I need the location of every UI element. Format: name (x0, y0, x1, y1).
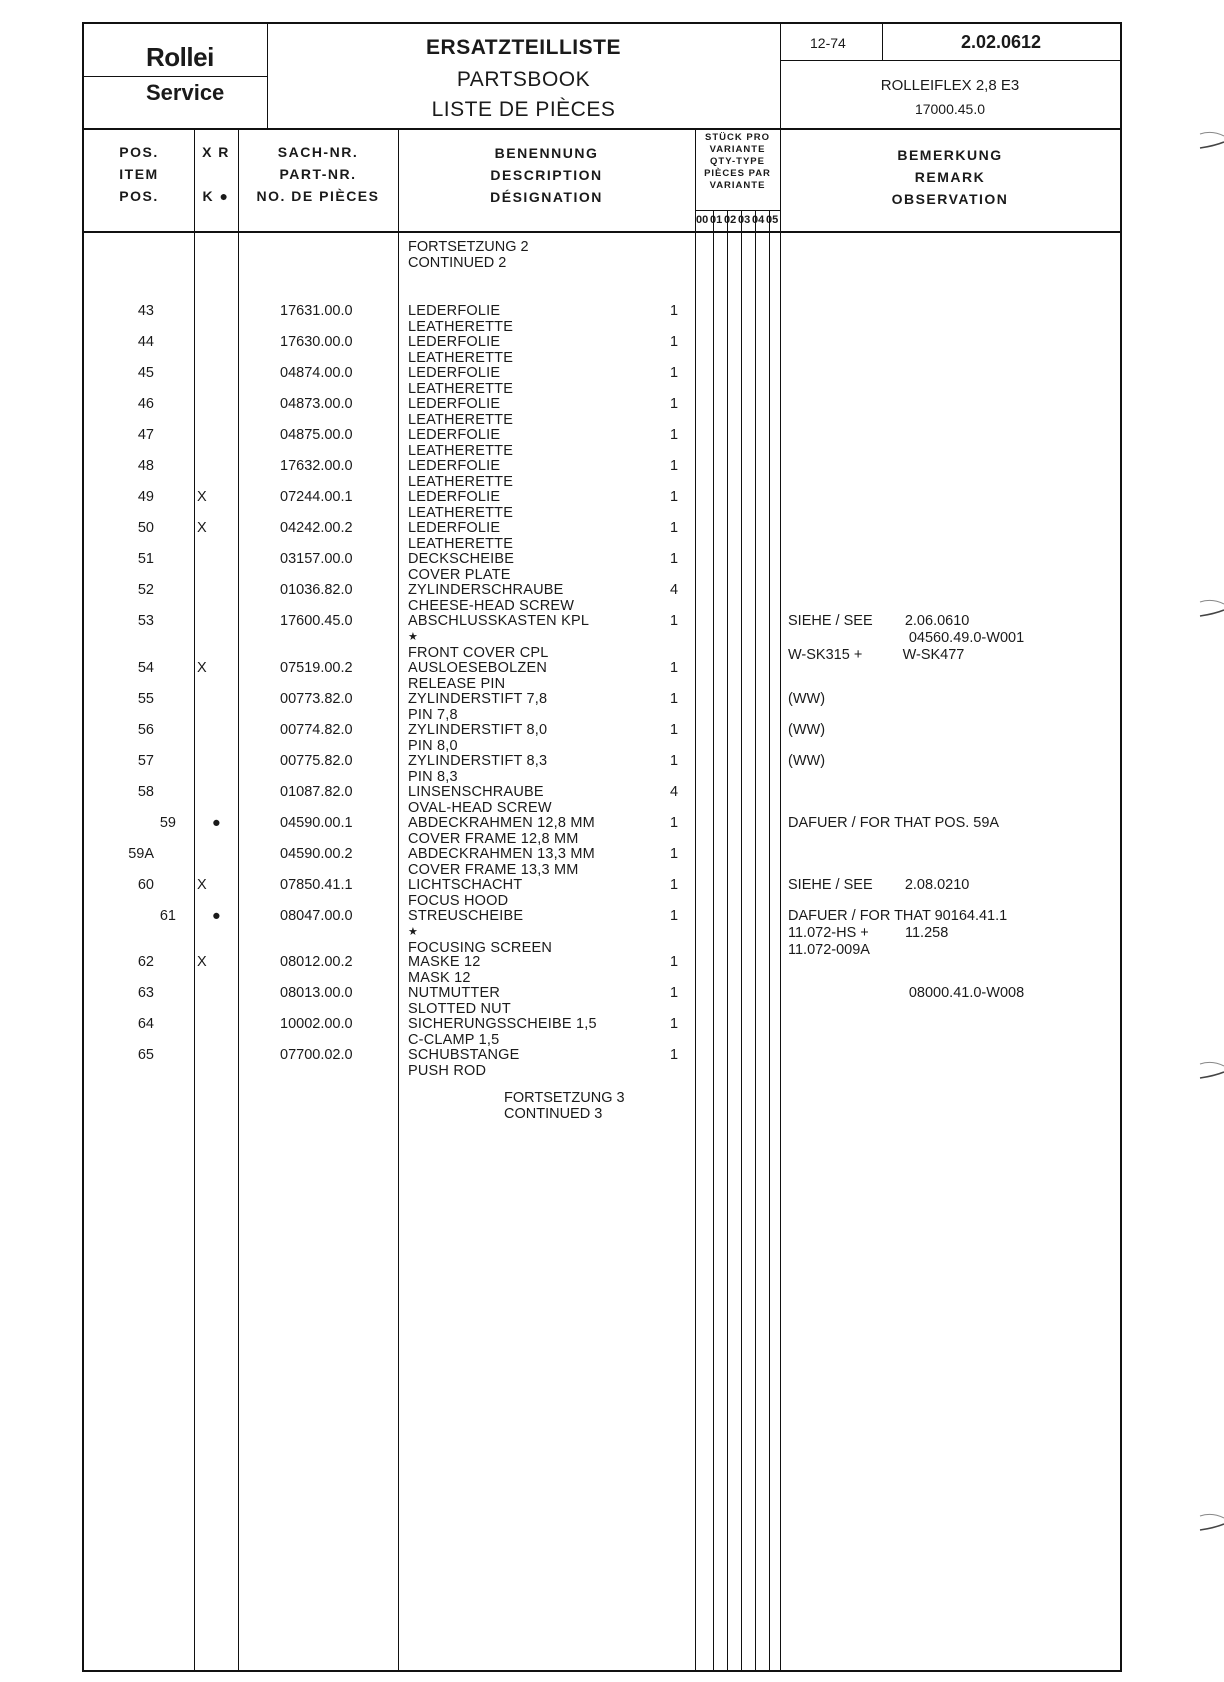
part-number-cell: 08012.00.2 (280, 954, 353, 970)
remark-line: 08000.41.0-W008 (788, 985, 1025, 1001)
description-line: LEATHERETTE (408, 350, 514, 366)
table-row (84, 907, 1124, 958)
table-row (84, 985, 1124, 1019)
table-row (84, 753, 1124, 787)
variant-label: 04 (752, 214, 765, 226)
variant-label: 02 (724, 214, 737, 226)
part-number-cell: 10002.00.0 (280, 1016, 353, 1032)
description-line: COVER FRAME 12,8 MM (408, 830, 579, 847)
qty-cell: 1 (670, 334, 679, 350)
remark-cell (788, 908, 1007, 959)
binder-tab-mark (1198, 598, 1224, 620)
pos-cell: 51 (137, 551, 154, 567)
description-line: LEATHERETTE (408, 536, 514, 552)
qty-cell: 1 (670, 427, 679, 443)
description-line: LICHTSCHACHT (408, 876, 523, 893)
qty-cell: 1 (670, 845, 679, 862)
description-line: OVAL-HEAD SCREW (408, 799, 552, 816)
table-row (84, 582, 1124, 616)
qty-cell: 1 (670, 489, 679, 505)
description-line: FRONT COVER CPL (408, 645, 549, 661)
part-number-cell: 04590.00.2 (280, 845, 353, 862)
description-cell (408, 660, 547, 692)
xr-cell: X (197, 489, 207, 505)
description-line: LEDERFOLIE (408, 489, 501, 505)
table-row (84, 877, 1124, 911)
part-number-cell: 04590.00.1 (280, 814, 353, 831)
pos-cell: 59A (128, 845, 154, 862)
description-line: LEATHERETTE (408, 443, 514, 459)
description-line: PIN 8,0 (408, 737, 458, 754)
remark-line: W-SK315 + W-SK477 (788, 647, 965, 663)
description-line: SLOTTED NUT (408, 1001, 511, 1017)
table-row (84, 1047, 1124, 1081)
qty-cell: 1 (670, 1047, 679, 1063)
xr-cell: X (197, 659, 207, 676)
continued-top: FORTSETZUNG 2 CONTINUED 2 (408, 239, 529, 271)
remark-cell (788, 815, 999, 832)
table-row (84, 489, 1124, 523)
description-cell (408, 613, 589, 661)
remark-line: DAFUER / FOR THAT 90164.41.1 (788, 907, 1008, 924)
description-cell (408, 427, 513, 459)
pos-cell: 48 (137, 458, 154, 474)
variant-label: 05 (766, 214, 779, 226)
description-cell (408, 551, 514, 583)
pos-cell: 43 (137, 303, 154, 319)
qty-cell: 4 (670, 582, 679, 598)
qty-cell: 1 (670, 907, 679, 924)
col-header-pos: POS. ITEM POS. (119, 144, 159, 204)
binder-tab-mark (1198, 1060, 1224, 1082)
description-cell (408, 691, 547, 723)
description-line: FOCUS HOOD (408, 892, 509, 909)
description-line: LEATHERETTE (408, 412, 514, 428)
description-line: LEDERFOLIE (408, 427, 501, 443)
pos-cell: 61 (159, 907, 176, 924)
pos-cell: 52 (137, 582, 154, 598)
remark-cell (788, 877, 969, 894)
pos-cell: 58 (137, 783, 154, 800)
part-number-cell: 04875.00.0 (280, 427, 353, 443)
description-line: NUTMUTTER (408, 985, 501, 1001)
qty-cell: 1 (670, 876, 679, 893)
remark-line: SIEHE / SEE 2.06.0610 (788, 613, 970, 629)
qty-cell: 1 (670, 814, 679, 831)
model-name: ROLLEIFLEX 2,8 E3 (880, 77, 1020, 94)
pos-cell: 47 (137, 427, 154, 443)
pos-cell: 57 (137, 752, 154, 769)
description-cell (408, 520, 513, 552)
remark-cell (788, 613, 1024, 664)
xr-cell: X (197, 520, 207, 536)
model-number: 17000.45.0 (914, 101, 986, 117)
table-row (84, 660, 1124, 694)
qty-cell: 1 (670, 365, 679, 381)
description-cell (408, 334, 513, 366)
remark-line: SIEHE / SEE 2.08.0210 (788, 876, 970, 893)
description-cell (408, 784, 552, 816)
column-header-divider (84, 231, 1120, 233)
xr-cell: X (197, 954, 207, 970)
remark-line: 11.072-HS + 11.258 (788, 924, 949, 941)
description-line: LEDERFOLIE (408, 365, 501, 381)
description-line: LEDERFOLIE (408, 303, 501, 319)
remark-line: (WW) (788, 721, 826, 738)
remark-line: 11.072-009A (788, 941, 870, 958)
table-row (84, 691, 1124, 725)
description-line: PUSH ROD (408, 1063, 487, 1079)
description-line: STREUSCHEIBE (408, 907, 524, 924)
header-divider (84, 128, 1120, 130)
description-line: LEATHERETTE (408, 319, 514, 335)
description-cell (408, 753, 547, 785)
remark-cell (788, 691, 825, 708)
description-line: LEDERFOLIE (408, 520, 501, 536)
col-header-xr: X R K ● (202, 144, 230, 204)
remark-cell (788, 722, 825, 739)
description-line: LEDERFOLIE (408, 458, 501, 474)
pos-cell: 65 (137, 1047, 154, 1063)
remark-cell (788, 985, 1024, 1002)
description-line: PIN 8,3 (408, 768, 458, 785)
part-number-cell: 04874.00.0 (280, 365, 353, 381)
description-line: ABSCHLUSSKASTEN KPL (408, 613, 590, 629)
pos-cell: 45 (137, 365, 154, 381)
parts-list-sheet (82, 22, 1122, 1672)
qty-cell: 1 (670, 690, 679, 707)
variant-label: 03 (738, 214, 751, 226)
col-header-remark: BEMERKUNG REMARK OBSERVATION (891, 147, 1009, 207)
description-line: LEATHERETTE (408, 474, 514, 490)
description-line: LEDERFOLIE (408, 396, 501, 412)
part-number-cell: 07519.00.2 (280, 659, 353, 676)
description-cell (408, 722, 547, 754)
description-line: ZYLINDERSCHRAUBE (408, 582, 564, 598)
part-number-cell: 08047.00.0 (280, 907, 353, 924)
table-row (84, 846, 1124, 880)
part-number-cell: 04242.00.2 (280, 520, 353, 536)
part-number-cell: 00773.82.0 (280, 690, 353, 707)
description-cell (408, 303, 513, 335)
description-line: MASK 12 (408, 970, 471, 986)
description-line: SICHERUNGSSCHEIBE 1,5 (408, 1016, 597, 1032)
pos-cell: 50 (137, 520, 154, 536)
table-row (84, 427, 1124, 461)
pos-cell: 64 (137, 1016, 154, 1032)
pos-cell: 55 (137, 690, 154, 707)
continued-bottom: FORTSETZUNG 3 CONTINUED 3 (504, 1090, 625, 1122)
table-row (84, 722, 1124, 756)
table-row (84, 334, 1124, 368)
col-header-desc: BENENNUNG DESCRIPTION DÉSIGNATION (490, 145, 603, 205)
part-number-cell: 17631.00.0 (280, 303, 353, 319)
qty-cell: 1 (670, 985, 679, 1001)
title-en: PARTSBOOK (456, 68, 591, 91)
pos-cell: 63 (137, 985, 154, 1001)
qty-cell: 1 (670, 721, 679, 738)
description-line: RELEASE PIN (408, 675, 506, 692)
xr-cell: ● (212, 907, 221, 924)
description-line: DECKSCHEIBE (408, 551, 515, 567)
description-line: ZYLINDERSTIFT 8,3 (408, 752, 548, 769)
qty-cell: 1 (670, 551, 679, 567)
pos-cell: 54 (137, 659, 154, 676)
table-row (84, 613, 1124, 663)
part-number-cell: 01036.82.0 (280, 582, 353, 598)
qty-cell: 1 (670, 613, 679, 629)
part-number-cell: 07700.02.0 (280, 1047, 353, 1063)
description-cell (408, 582, 574, 614)
rollei-logo: Rollei (146, 42, 214, 72)
description-cell (408, 877, 522, 909)
description-line: PIN 7,8 (408, 706, 458, 723)
remark-cell (788, 753, 825, 770)
part-number-cell: 07850.41.1 (280, 876, 353, 893)
pos-cell: 62 (137, 954, 154, 970)
description-line: LEATHERETTE (408, 505, 514, 521)
description-line: COVER PLATE (408, 567, 511, 583)
qty-cell: 1 (670, 520, 679, 536)
table-row (84, 815, 1124, 849)
description-line: MASKE 12 (408, 954, 481, 970)
pos-cell: 46 (137, 396, 154, 412)
description-line: ZYLINDERSTIFT 7,8 (408, 690, 548, 707)
part-number-cell: 00774.82.0 (280, 721, 353, 738)
remark-line: (WW) (788, 690, 826, 707)
description-line: ★ (408, 925, 419, 938)
pos-cell: 49 (137, 489, 154, 505)
description-line: ABDECKRAHMEN 12,8 MM (408, 814, 595, 831)
qty-cell: 1 (670, 659, 679, 676)
binder-tab-mark (1198, 130, 1224, 152)
logo-divider (84, 76, 267, 77)
variant-label: 00 (696, 214, 709, 226)
part-number-cell: 04873.00.0 (280, 396, 353, 412)
description-cell (408, 1016, 597, 1048)
xr-cell: ● (212, 814, 221, 831)
variant-header-line (695, 210, 780, 211)
description-line: C-CLAMP 1,5 (408, 1032, 500, 1048)
table-row (84, 520, 1124, 554)
description-line: LEDERFOLIE (408, 334, 501, 350)
date-divider (780, 60, 1120, 61)
description-cell (408, 846, 595, 878)
description-cell (408, 985, 511, 1017)
pos-cell: 60 (137, 876, 154, 893)
remark-line: (WW) (788, 752, 826, 769)
description-line: CHEESE-HEAD SCREW (408, 598, 575, 614)
service-label: Service (146, 80, 225, 105)
doc-number: 2.02.0612 (960, 32, 1042, 52)
table-row (84, 458, 1124, 492)
description-line: LEATHERETTE (408, 381, 514, 397)
description-line: ABDECKRAHMEN 13,3 MM (408, 845, 595, 862)
qty-cell: 1 (670, 303, 679, 319)
col-header-qty: STÜCK PRO VARIANTE QTY-TYPE PIÈCES PAR VARIANTE (704, 132, 771, 191)
part-number-cell: 00775.82.0 (280, 752, 353, 769)
description-line: ★ (408, 631, 419, 643)
description-line: AUSLOESEBOLZEN (408, 659, 547, 676)
pos-cell: 56 (137, 721, 154, 738)
table-row (84, 954, 1124, 988)
description-cell (408, 954, 481, 986)
qty-cell: 1 (670, 458, 679, 474)
description-line: SCHUBSTANGE (408, 1047, 520, 1063)
part-number-cell: 08013.00.0 (280, 985, 353, 1001)
binder-tab-mark (1198, 1512, 1224, 1534)
table-row (84, 365, 1124, 399)
table-row (84, 303, 1124, 337)
table-row (84, 396, 1124, 430)
qty-cell: 4 (670, 783, 679, 800)
description-cell (408, 815, 595, 847)
qty-cell: 1 (670, 752, 679, 769)
description-line: COVER FRAME 13,3 MM (408, 861, 579, 878)
description-cell (408, 365, 513, 397)
variant-label: 01 (710, 214, 723, 226)
qty-cell: 1 (670, 954, 679, 970)
description-cell (408, 908, 552, 956)
pos-cell: 53 (137, 613, 154, 629)
description-line: LINSENSCHRAUBE (408, 783, 544, 800)
table-row (84, 551, 1124, 585)
part-number-cell: 17630.00.0 (280, 334, 353, 350)
description-cell (408, 458, 513, 490)
table-row (84, 784, 1124, 818)
part-number-cell: 17600.45.0 (280, 613, 353, 629)
description-line: ZYLINDERSTIFT 8,0 (408, 721, 548, 738)
part-number-cell: 07244.00.1 (280, 489, 353, 505)
table-row (84, 1016, 1124, 1050)
title-fr: LISTE DE PIÈCES (431, 98, 616, 121)
description-cell (408, 489, 513, 521)
title-de: ERSATZTEILLISTE (426, 36, 621, 59)
qty-cell: 1 (670, 1016, 679, 1032)
description-cell (408, 396, 513, 428)
qty-cell: 1 (670, 396, 679, 412)
part-number-cell: 03157.00.0 (280, 551, 353, 567)
date-label: 12-74 (810, 35, 846, 51)
pos-cell: 44 (137, 334, 154, 350)
description-cell (408, 1047, 520, 1079)
xr-cell: X (197, 876, 207, 893)
pos-cell: 59 (159, 814, 176, 831)
part-number-cell: 01087.82.0 (280, 783, 353, 800)
col-header-part: SACH-NR. PART-NR. NO. DE PIÈCES (256, 144, 380, 204)
part-number-cell: 17632.00.0 (280, 458, 353, 474)
remark-line: 04560.49.0-W001 (788, 630, 1025, 646)
description-line: FOCUSING SCREEN (408, 939, 552, 956)
remark-line: DAFUER / FOR THAT POS. 59A (788, 814, 1000, 831)
